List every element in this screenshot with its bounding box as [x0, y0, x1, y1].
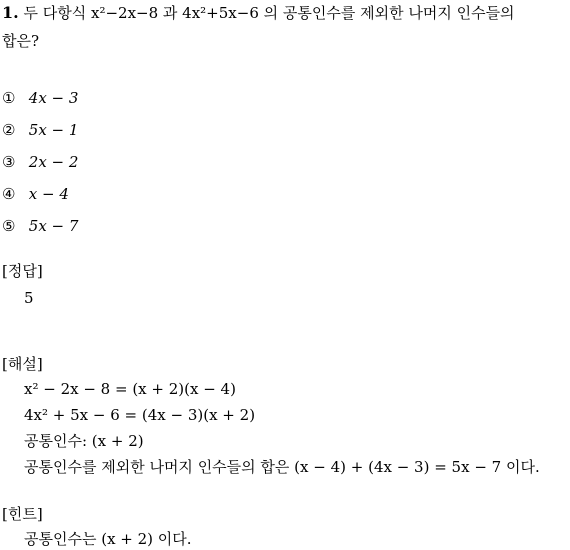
explanation-line-1: x² − 2x − 8 = (x + 2)(x − 4) — [24, 380, 236, 398]
choice-expression: x − 4 — [28, 185, 69, 203]
choice-4[interactable] — [2, 183, 69, 205]
explanation-label: [해설] — [2, 355, 43, 373]
choice-1[interactable] — [2, 87, 78, 109]
choice-marker: ① — [2, 89, 16, 107]
choice-5[interactable] — [2, 215, 78, 237]
choice-marker: ② — [2, 121, 16, 139]
hint-label: [힌트] — [2, 505, 43, 523]
answer-label: [정답] — [2, 262, 43, 280]
choice-3[interactable] — [2, 151, 78, 173]
answer-value: 5 — [24, 289, 34, 307]
choice-expression: 5x − 7 — [28, 217, 79, 235]
question-number: 1. — [2, 3, 19, 22]
choice-marker: ④ — [2, 185, 16, 203]
choice-expression: 4x − 3 — [28, 89, 79, 107]
choice-2[interactable] — [2, 119, 78, 141]
choice-marker: ⑤ — [2, 217, 16, 235]
choice-expression: 5x − 1 — [28, 121, 79, 139]
question-text-line2: 합은? — [2, 32, 40, 50]
question-text: 두 다항식 x²−2x−8 과 4x²+5x−6 의 공통인수를 제외한 나머지 인수들의 — [23, 4, 515, 22]
explanation-line-4: 공통인수를 제외한 나머지 인수들의 합은 (x − 4) + (4x − 3) = 5x − 7 이다. — [24, 458, 540, 476]
hint-line: 공통인수는 (x + 2) 이다. — [24, 530, 192, 548]
choice-expression: 2x − 2 — [28, 153, 79, 171]
choice-marker: ③ — [2, 153, 16, 171]
explanation-line-3: 공통인수: (x + 2) — [24, 432, 144, 450]
explanation-line-2: 4x² + 5x − 6 = (4x − 3)(x + 2) — [24, 406, 256, 424]
question-text-line1 — [2, 2, 515, 24]
